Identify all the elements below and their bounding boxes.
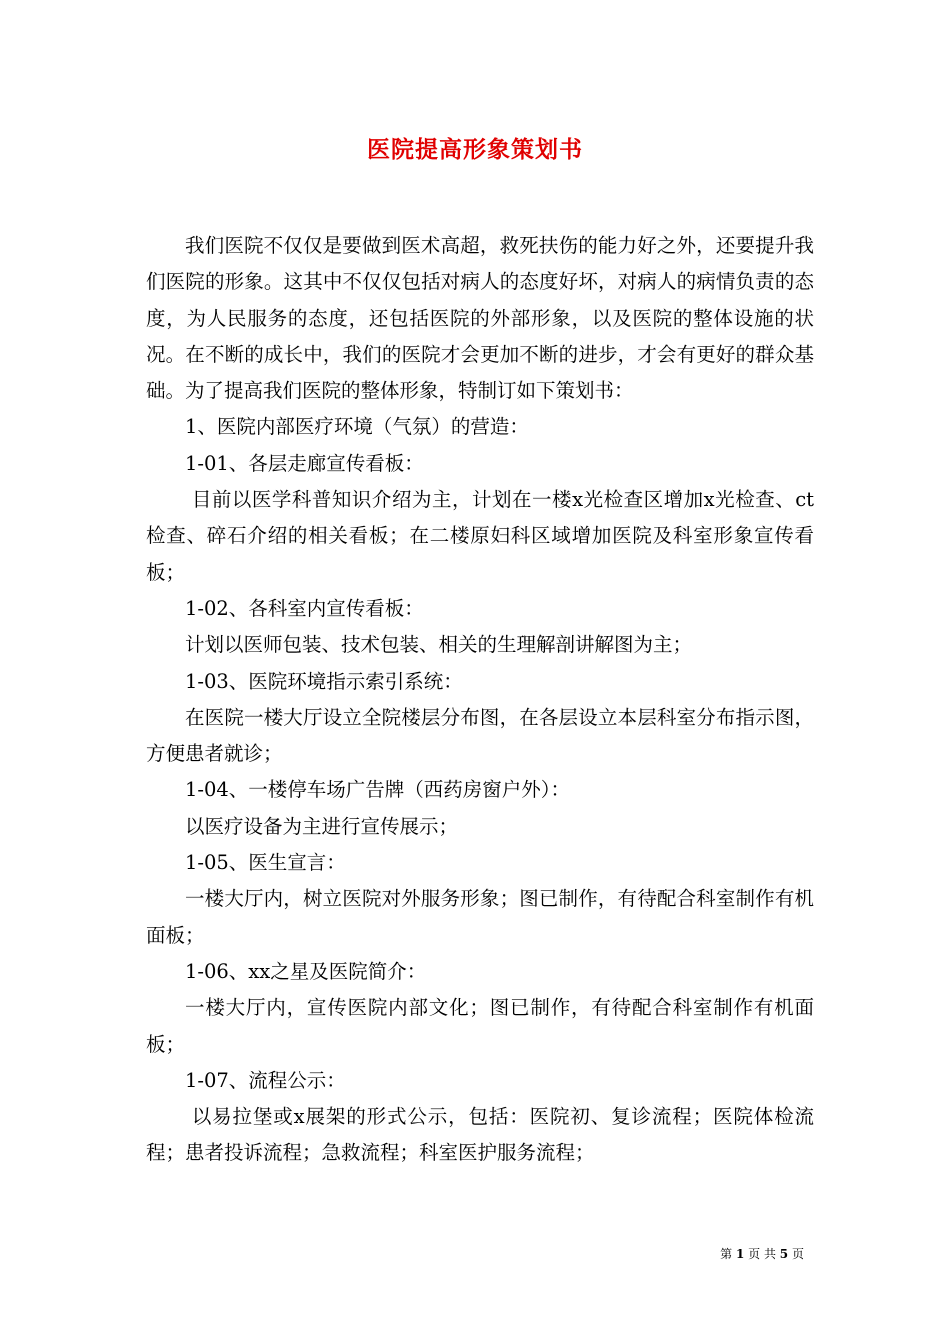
paragraph-item-1-04: 1-04、一楼停车场广告牌（西药房窗户外）： bbox=[185, 778, 571, 802]
paragraph-item-1-07-detail: 以易拉堡或x展架的形式公示，包括：医院初、复诊流程；医院体检流程；患者投诉流程；急救流程；科室医护服务流程； bbox=[146, 1105, 814, 1165]
document-title: 医院提高形象策划书 bbox=[367, 136, 583, 163]
footer-suffix: 页 bbox=[791, 1247, 804, 1261]
footer-prefix: 第 bbox=[720, 1247, 733, 1261]
paragraph-item-1-01-detail: 目前以医学科普知识介绍为主，计划在一楼x光检查区增加x光检查、ct检查、碎石介绍的相关看板；在二楼原妇科区域增加医院及科室形象宣传看板； bbox=[146, 488, 814, 584]
paragraph-item-1-05-detail: 一楼大厅内，树立医院对外服务形象；图已制作，有待配合科室制作有机面板； bbox=[146, 887, 814, 947]
paragraph-item-1-02-detail: 计划以医师包装、技术包装、相关的生理解剖讲解图为主； bbox=[185, 633, 693, 657]
paragraph-item-1-07: 1-07、流程公示： bbox=[185, 1068, 346, 1092]
paragraph-item-1-02: 1-02、各科室内宣传看板： bbox=[185, 596, 424, 620]
footer-middle: 页 共 bbox=[748, 1247, 776, 1261]
paragraph-item-1-03-detail: 在医院一楼大厅设立全院楼层分布图，在各层设立本层科室分布指示图，方便患者就诊； bbox=[146, 705, 814, 766]
paragraph-item-1-06: 1-06、xx之星及医院简介： bbox=[185, 959, 427, 983]
paragraph-item-1-05: 1-05、医生宣言： bbox=[185, 851, 346, 875]
footer-current-page: 1 bbox=[735, 1247, 745, 1261]
paragraph-section-1: 1、医院内部医疗环境（气氛）的营造： bbox=[185, 415, 529, 439]
paragraph-item-1-01: 1-01、各层走廊宣传看板： bbox=[185, 451, 424, 475]
paragraph-item-1-04-detail: 以医疗设备为主进行宣传展示； bbox=[185, 814, 459, 838]
footer-total-pages: 5 bbox=[779, 1247, 789, 1261]
document-body bbox=[146, 228, 814, 1172]
paragraph-intro: 我们医院不仅仅是要做到医术高超，救死扶伤的能力好之外，还要提升我们医院的形象。这其中不仅仅包括对病人的态度好坏，对病人的病情负责的态度，为人民服务的态度，还包括医院的外部形象，以及医院的整体设施的状况。在不断的成长中，我们的医院才会更加不断的进步，才会有更好的群众基础。为了提高我们医院的整体形象，特制订如下策划书： bbox=[146, 234, 814, 403]
paragraph-item-1-03: 1-03、医院环境指示索引系统： bbox=[185, 669, 463, 693]
paragraph-item-1-06-detail: 一楼大厅内，宣传医院内部文化；图已制作，有待配合科室制作有机面板； bbox=[146, 996, 814, 1056]
page-number-footer bbox=[720, 1246, 804, 1262]
